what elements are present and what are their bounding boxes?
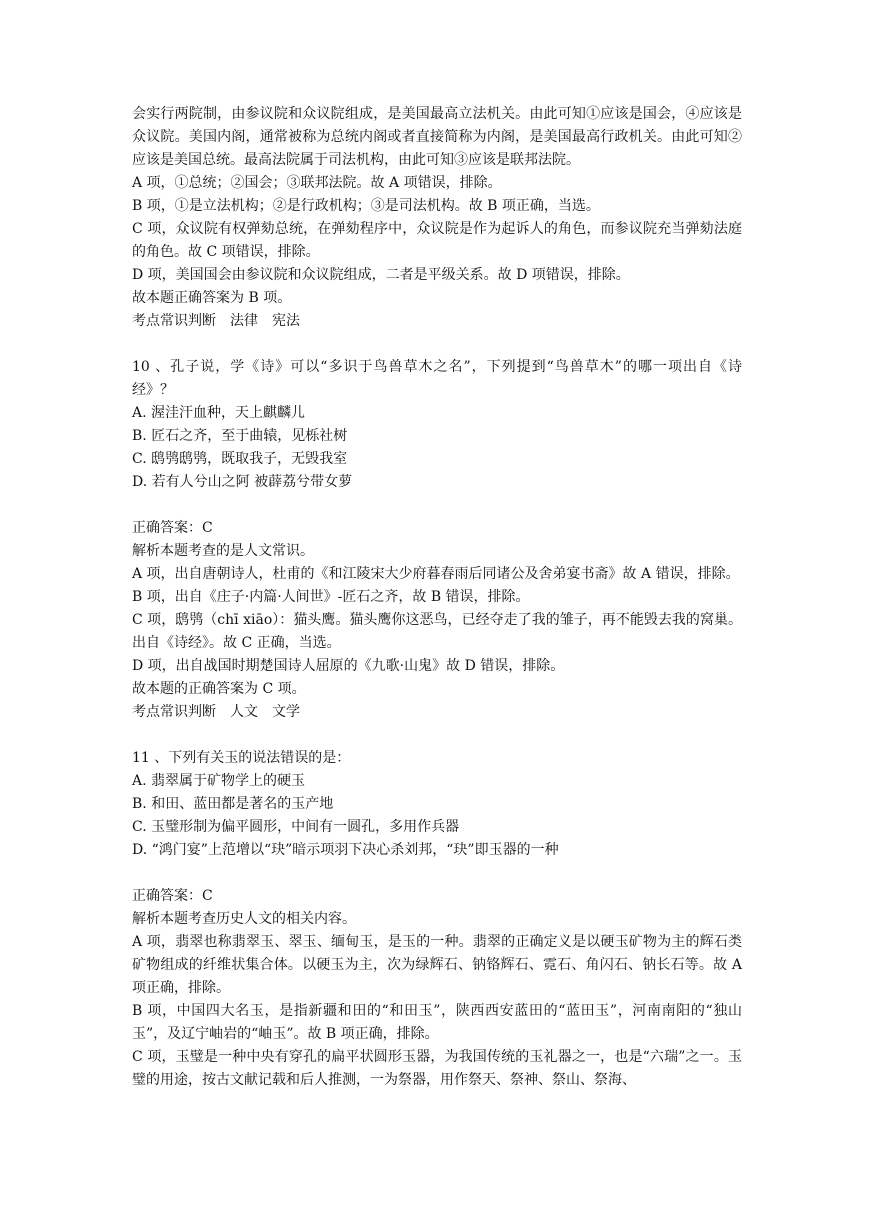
question-11-a-explanation: A 项，翡翠也称翡翠玉、翠玉、缅甸玉，是玉的一种。翡翠的正确定义是以硬玉矿物为主的辉石类矿物组成的纤维状集合体。以硬玉为主，次为绿辉石、钠铬辉石、霓石、角闪石、钠长石等。故 A 项正确，排除。	[132, 934, 742, 996]
option-c-explanation: C 项，众议院有权弹劾总统，在弹劾程序中，众议院是作为起诉人的角色，而参议院充当弹劾法庭的角色。故 C 项错误，排除。	[132, 221, 742, 260]
question-10-option-d: D. 若有人兮山之阿 被薜荔兮带女萝	[132, 474, 353, 490]
option-a-explanation: A 项，①总统；②国会；③联邦法院。故 A 项错误，排除。	[132, 175, 502, 191]
topic-tags: 考点常识判断 法律 宪法	[132, 313, 300, 329]
spacer	[132, 494, 742, 517]
question-10-answer: 正确答案：C	[132, 520, 213, 536]
question-11-stem: 11 、下列有关玉的说法错误的是：	[132, 750, 351, 766]
paragraph-congress: 会实行两院制，由参议院和众议院组成，是美国最高立法机关。由此可知①应该是国会，④应该是众议院。美国内阁，通常被称为总统内阁或者直接简称为内阁，是美国最高行政机关。由此可知②应该是美国总统。最高法院属于司法机构，由此可知③应该是联邦法院。	[132, 106, 742, 168]
question-11-c-explanation: C 项，玉璧是一种中央有穿孔的扁平状圆形玉器，为我国传统的玉礼器之一，也是“六瑞”之一。玉璧的用途，按古文献记载和后人推测，一为祭器，用作祭天、祭神、祭山、祭海、	[132, 1049, 742, 1088]
question-11-option-d: D. “鸿门宴”上范增以“玦”暗示项羽下决心杀刘邦，“玦”即玉器的一种	[132, 842, 559, 858]
question-10-b-explanation: B 项，出自《庄子·内篇·人间世》-匠石之齐，故 B 错误，排除。	[132, 589, 530, 605]
question-10-analysis: 解析本题考查的是人文常识。	[132, 543, 314, 559]
conclusion: 故本题正确答案为 B 项。	[132, 290, 292, 306]
question-11-option-c: C. 玉璧形制为偏平圆形，中间有一圆孔，多用作兵器	[132, 819, 460, 835]
question-10-option-b: B. 匠石之齐，至于曲辕，见栎社树	[132, 428, 348, 444]
spacer	[132, 333, 742, 356]
option-d-explanation: D 项，美国国会由参议院和众议院组成，二者是平级关系。故 D 项错误，排除。	[132, 267, 630, 283]
spacer	[132, 862, 742, 885]
question-10-c-explanation: C 项，鸱鸮（chī xiāo）：猫头鹰。猫头鹰你这恶鸟，已经夺走了我的雏子，再不能毁去我的窝巢。出自《诗经》。故 C 正确，当选。	[132, 612, 742, 651]
question-11-option-b: B. 和田、蓝田都是著名的玉产地	[132, 796, 334, 812]
question-10-tags: 考点常识判断 人文 文学	[132, 704, 300, 720]
question-10-option-a: A. 渥洼汗血种，天上麒麟儿	[132, 405, 306, 421]
question-10-a-explanation: A 项，出自唐朝诗人，杜甫的《和江陵宋大少府暮春雨后同诸公及舍弟宴书斋》故 A 错误，排除。	[132, 566, 740, 582]
question-10-conclusion: 故本题的正确答案为 C 项。	[132, 681, 306, 697]
question-11-analysis: 解析本题考查历史人文的相关内容。	[132, 911, 356, 927]
question-10-option-c: C. 鸱鸮鸱鸮，既取我子，无毁我室	[132, 451, 348, 467]
question-11-b-explanation: B 项，中国四大名玉，是指新疆和田的“和田玉”，陕西西安蓝田的“蓝田玉”，河南南阳的“独山玉”，及辽宁岫岩的“岫玉”。故 B 项正确，排除。	[132, 1003, 742, 1042]
question-11-answer: 正确答案：C	[132, 888, 213, 904]
option-b-explanation: B 项，①是立法机构；②是行政机构；③是司法机构。故 B 项正确，当选。	[132, 198, 600, 214]
question-10-d-explanation: D 项，出自战国时期楚国诗人屈原的《九歌·山鬼》故 D 错误，排除。	[132, 658, 565, 674]
document-page	[132, 103, 742, 1092]
question-11-option-a: A. 翡翠属于矿物学上的硬玉	[132, 773, 306, 789]
question-10-stem: 10 、孔子说，学《诗》可以“多识于鸟兽草木之名”，下列提到“鸟兽草木”的哪一项出自《诗经》？	[132, 359, 742, 398]
spacer	[132, 724, 742, 747]
